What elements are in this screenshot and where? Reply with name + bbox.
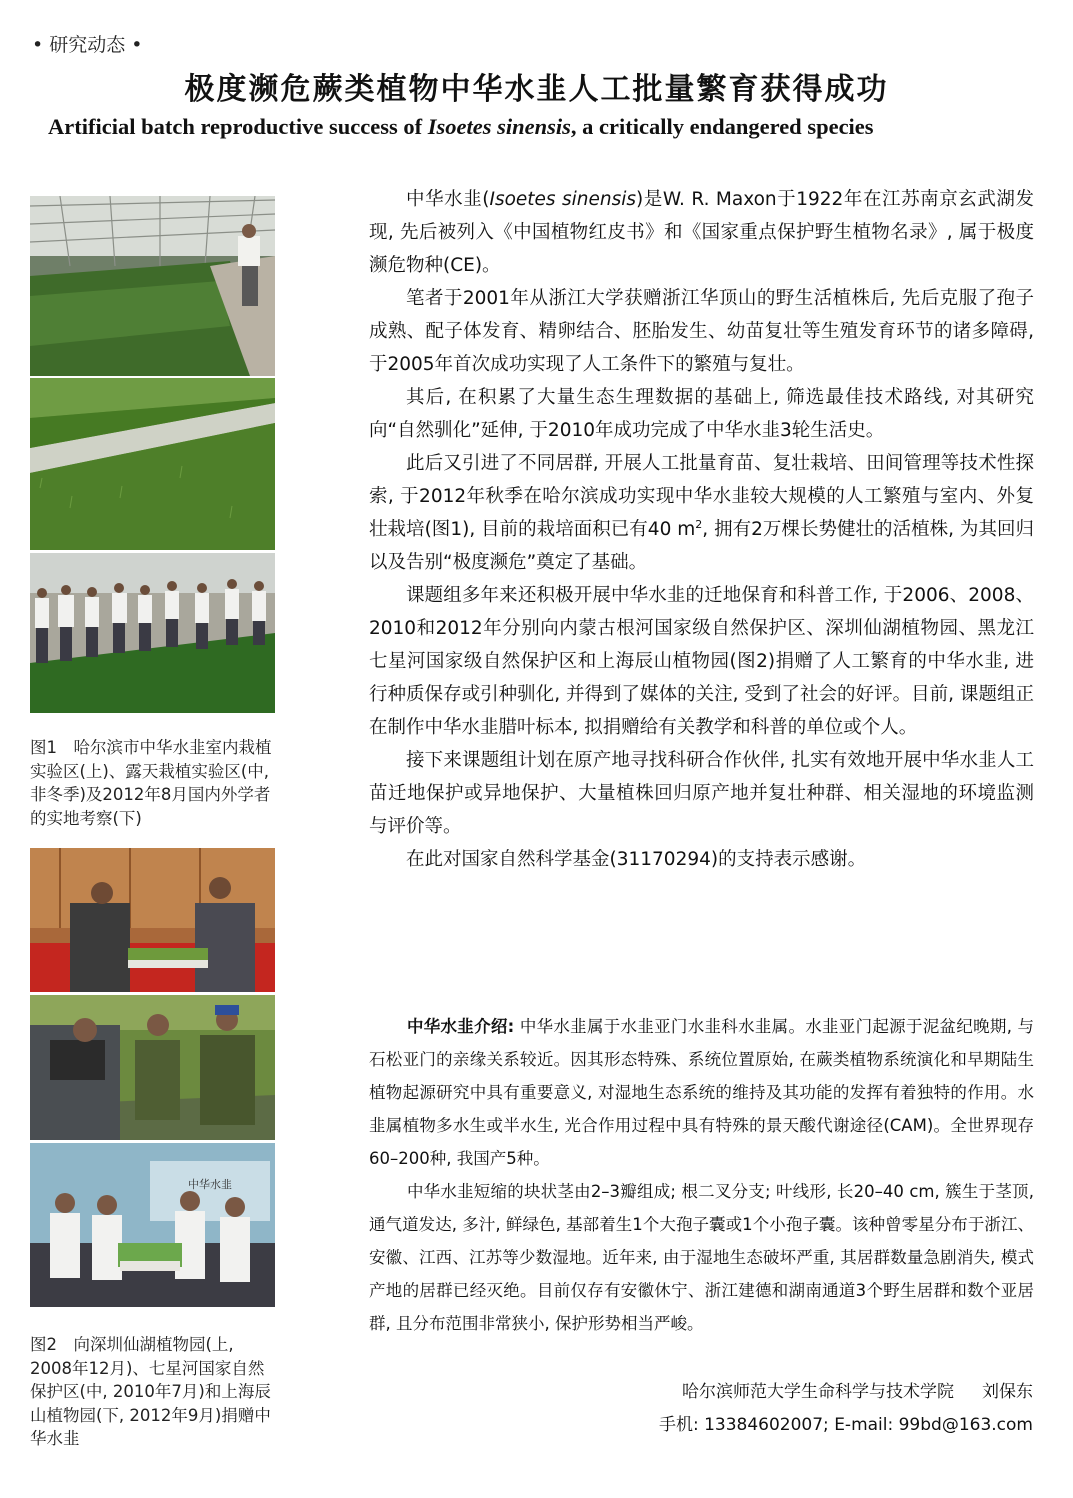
institution-line [659, 1376, 1033, 1409]
photo-donation-qixinghe [30, 995, 275, 1140]
paragraph-1 [369, 183, 1034, 282]
p1-species-name: Isoetes sinensis [489, 189, 637, 210]
article-title-english [48, 114, 874, 140]
institution: 哈尔滨师范大学生命科学与技术学院 [682, 1382, 954, 1402]
section-tag: • 研究动态 • [32, 34, 143, 56]
intro-p1-text: 中华水韭属于水韭亚门水韭科水韭属。水韭亚门起源于泥盆纪晚期, 与石松亚门的亲缘关系较近。因其形态特殊、系统位置原始, 在蕨类植物系统演化和早期陆生植物起源研究中具有重要意义, 对湿地生态系统的维持及其功能的发挥有着独特的作用。水韭属植物多水生或半水生, 光合作用过程中具有特殊的景天酸代谢途径(CAM)。全世界现存60–200种, 我国产5种。 [369, 1017, 1034, 1168]
p4-part-a: 此后又引进了不同居群, 开展人工批量育苗、复壮栽培、田间管理等技术性探索, 于2012年秋季在哈尔滨成功实现中华水韭较大规模的人工繁殖与室内、外复壮栽培(图1), 目前的栽培面积已有40 m [369, 453, 1034, 540]
author-name: 刘保东 [982, 1382, 1033, 1402]
paragraph-2: 笔者于2001年从浙江大学获赠浙江华顶山的野生活植株后, 先后克服了孢子成熟、配子体发育、精卵结合、胚胎发生、幼苗复壮等生殖发育环节的诸多障碍, 于2005年首次成功实现了人工条件下的繁殖与复壮。 [369, 288, 1034, 375]
contact-info: 手机: 13384602007; E-mail: 99bd@163.com [658, 1415, 1033, 1435]
paragraph-7: 在此对国家自然科学基金(31170294)的支持表示感谢。 [406, 849, 867, 870]
photo-outdoor-beds [30, 378, 275, 550]
p1-part-b: )是W. R. Maxon于1922年在江苏南京玄武湖发现, 先后被列入《中国植物红皮书》和《国家重点保护野生植物名录》, 属于极度濒危物种(CE)。 [369, 189, 1034, 276]
paragraph-4 [369, 447, 1034, 579]
article-body [369, 183, 1034, 876]
paragraph-3: 其后, 在积累了大量生态生理数据的基础上, 筛选最佳技术路线, 对其研究向“自然驯化”延伸, 于2010年成功完成了中华水韭3轮生活史。 [369, 387, 1034, 441]
intro-paragraph-2: 中华水韭短缩的块状茎由2–3瓣组成; 根二叉分支; 叶线形, 长20–40 cm, 簇生于茎顶, 通气道发达, 多汁, 鲜绿色, 基部着生1个大孢子囊或1个小孢子囊。该种曾零星分布于浙江、安徽、江西、江苏等少数湿地。近年来, 由于湿地生态破坏严重, 其居群数量急剧消失, 模式产地的居群已经灭绝。目前仅存有安徽休宁、浙江建德和湖南通道3个野生居群和数个亚居群, 且分布范围非常狭小, 保护形势相当严峻。 [369, 1182, 1034, 1333]
p4-superscript: 2 [695, 517, 703, 531]
p4-part-b: , 拥有2万棵长势健壮的活植株, 为其回归以及告别“极度濒危”奠定了基础。 [369, 519, 1034, 573]
species-introduction [369, 1010, 1034, 1340]
title-en-post: , a critically endangered species [570, 114, 874, 139]
paragraph-5: 课题组多年来还积极开展中华水韭的迁地保育和科普工作, 于2006、2008、2010和2012年分别向内蒙古根河国家级自然保护区、深圳仙湖植物园、黑龙江七星河国家级自然保护区和上海辰山植物园(图2)捐赠了人工繁育的中华水韭, 进行种质保存或引种驯化, 并得到了媒体的关注, 受到了社会的好评。目前, 课题组正在制作中华水韭腊叶标本, 拟捐赠给有关教学和科普的单位或个人。 [369, 585, 1034, 738]
photo-donation-shenzhen [30, 848, 275, 992]
p1-part-a: 中华水韭( [406, 189, 490, 210]
photo-donation-chenshan [30, 1143, 275, 1307]
intro-paragraph-1 [369, 1010, 1034, 1175]
article-title-chinese: 极度濒危蕨类植物中华水韭人工批量繁育获得成功 [184, 72, 889, 107]
figure-2-caption: 图2 向深圳仙湖植物园(上, 2008年12月)、七星河国家自然保护区(中, 2010年7月)和上海辰山植物园(下, 2012年9月)捐赠中华水韭 [30, 1335, 271, 1448]
photo-indoor-greenhouse [30, 196, 275, 376]
paragraph-6: 接下来课题组计划在原产地寻找科研合作伙伴, 扎实有效地开展中华水韭人工苗迁地保护或异地保护、大量植株回归原产地并复壮种群、相关湿地的环境监测与评价等。 [369, 750, 1034, 837]
figure-1-caption: 图1 哈尔滨市中华水韭室内栽植实验区(上)、露天栽植实验区(中, 非冬季)及2012年8月国内外学者的实地考察(下) [30, 738, 272, 828]
title-en-species: Isoetes sinensis [427, 114, 571, 139]
intro-label: 中华水韭介绍: [406, 1017, 515, 1036]
author-affiliation [659, 1376, 1033, 1442]
banner-text: 中华水韭 [188, 1178, 232, 1191]
title-en-pre: Artificial batch reproductive success of [48, 114, 428, 139]
photo-field-visit [30, 553, 275, 713]
